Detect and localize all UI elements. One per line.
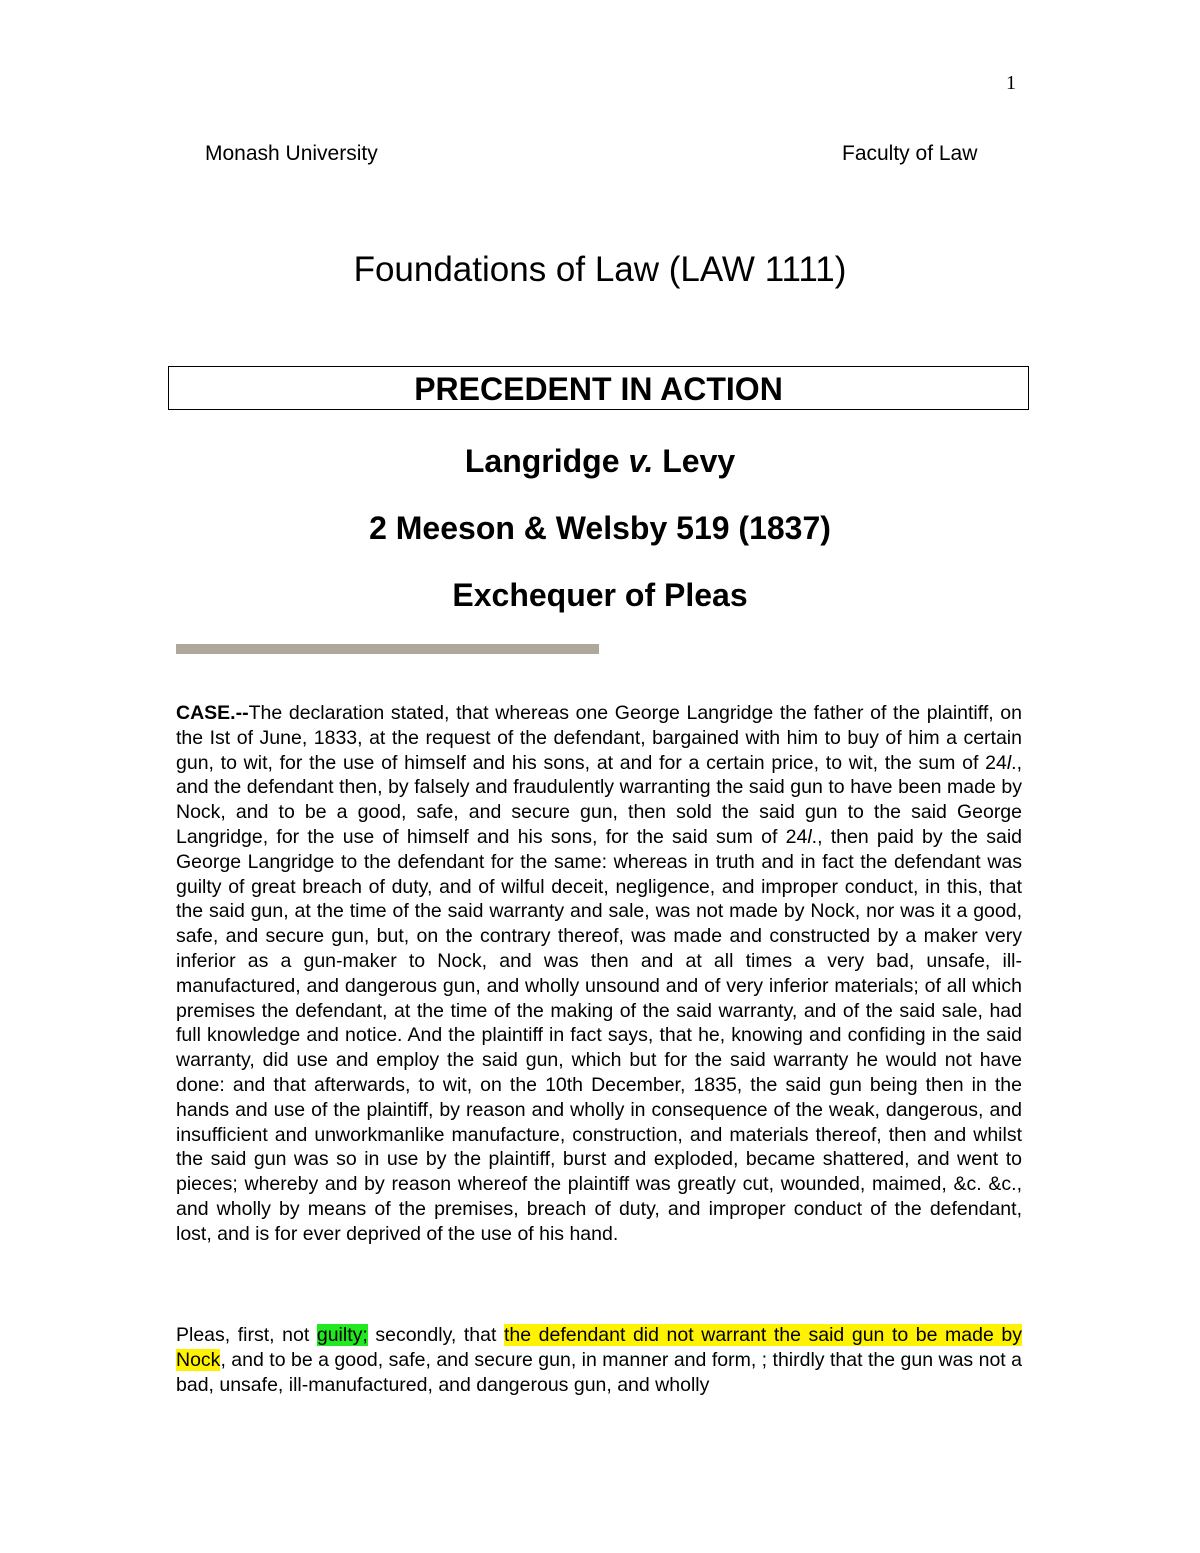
case-text-3: ., then paid by the said George Langridge to the defendant for the same: whereas in truth and in fact the defendant was guilty of great breach of duty, and of wilful deceit, negligence, and improper conduct, in this, that the said gun, at the time of the said warranty and sale, was not made by Nock, nor was it a good, safe, and secure gun, but, on the contrary thereof, was made and constructed by a maker very inferior as a gun-maker to Nock, and was then and at all times a very bad, unsafe, ill-manufactured, and dangerous gun, and wholly unsound and of very inferior materials; of all which premises the defendant, at the time of the making of the said warranty, and of the said sale, had full knowledge and notice. And the plaintiff in fact says, that he, knowing and confiding in the said warranty, did use and employ the said gun, which but for the said warranty he would not have done: and that afterwards, to wit, on the 10th December, 1835, the said gun being then in the hands and use of the plaintiff, by reason and wholly in consequence of the weak, dangerous, and insufficient and unworkmanlike manufacture, construction, and materials thereof, then and whilst the said gun was so in use by the plaintiff, burst and exploded, became shattered, and went to pieces; whereby and by reason whereof the plaintiff was greatly cut, wounded, maimed, &c. &c., and wholly by means of the premises, breach of duty, and improper conduct of the defendant, lost, and is for ever deprived of the use of his hand. <box>176 825 1022 1245</box>
decorative-divider <box>176 644 599 654</box>
highlight-yellow: the defendant did not warrant the said gun to be made by Nock <box>176 1324 1022 1371</box>
defendant-name: Levy <box>662 443 736 479</box>
course-title: Foundations of Law (LAW 1111) <box>353 250 847 289</box>
pleas-text-2: secondly, that <box>367 1324 504 1346</box>
pleas-text-1: Pleas, first, not <box>176 1324 317 1346</box>
case-citation: 2 Meeson & Welsby 519 (1837) <box>369 510 831 546</box>
case-label: CASE.-- <box>176 702 249 724</box>
highlight-green: guilty; <box>316 1324 368 1346</box>
case-name <box>0 443 1200 480</box>
pound-symbol-1: l <box>1006 751 1012 774</box>
section-banner <box>168 366 1029 410</box>
case-paragraph <box>176 701 1022 1247</box>
pleas-text-3: , and to be a good, safe, and secure gun, in manner and form, ; thirdly that the gun was not a bad, unsafe, ill-manufactured, and dangerous gun, and wholly <box>176 1348 1022 1396</box>
pound-symbol-2: l <box>807 825 812 848</box>
case-text-2: ., and the defendant then, by falsely and fraudulently warranting the said gun to have been made by Nock, and to be a good, safe, and secure gun, then sold the said gun to the said George Langridge, for the use of himself and his sons, for the said sum of 24 <box>176 751 1022 848</box>
institution-name: Monash University <box>205 142 378 165</box>
case-text-1: The declaration stated, that whereas one George Langridge the father of the plaintiff, on the Ist of June, 1833, at the request of the defendant, bargained with him to buy of him a certain gun, to wit, for the use of himself and his sons, at and for a certain price, to wit, the sum of 24 <box>176 702 1022 774</box>
plaintiff-name: Langridge <box>464 443 620 479</box>
versus: v. <box>628 443 654 479</box>
pleas-paragraph <box>176 1323 1022 1397</box>
page-number: 1 <box>1006 72 1016 94</box>
court-name: Exchequer of Pleas <box>452 577 748 613</box>
faculty-name: Faculty of Law <box>842 142 978 165</box>
banner-title: PRECEDENT IN ACTION <box>414 371 783 407</box>
